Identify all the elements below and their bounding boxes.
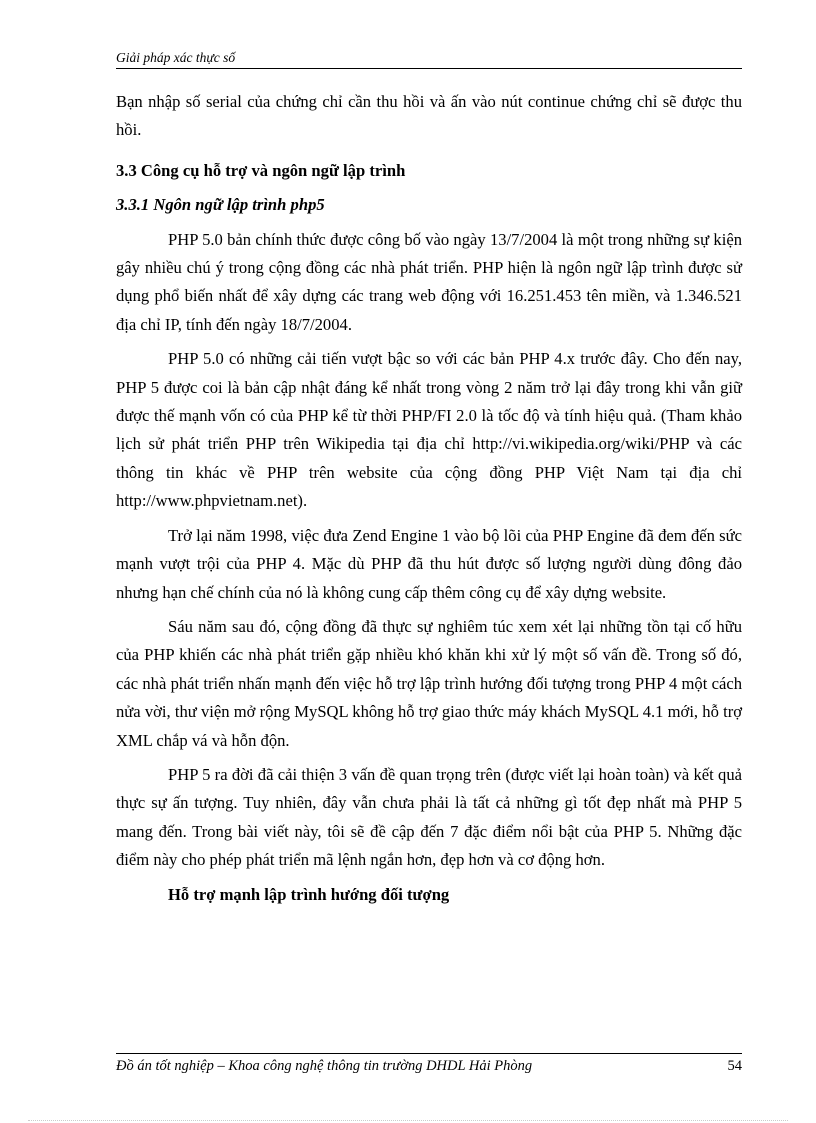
paragraph-4: Sáu năm sau đó, cộng đồng đã thực sự nghiêm túc xem xét lại những tồn tại cố hữu của PHP khiến các nhà phát triển gặp nhiều khó khăn khi xử lý một số vấn đề. Trong số đó, các nhà phát triển nhấn mạnh đến việc hỗ trợ lập trình hướng đối tượng trong PHP 4 một cách nửa vời, thư viện mở rộng MySQL không hỗ trợ giao thức máy khách MySQL 4.1 mới, hỗ trợ XML chắp vá và hỗn độn. <box>116 616 742 750</box>
paragraph-5: PHP 5 ra đời đã cải thiện 3 vấn đề quan trọng trên (được viết lại hoàn toàn) và kết quả thực sự ấn tượng. Tuy nhiên, đây vẫn chưa phải là tất cả những gì tốt đẹp nhất mà PHP 5 mang đến. Trong bài viết này, tôi sẽ đề cập đến 7 đặc điểm nổi bật của PHP 5. Những đặc điểm này cho phép phát triển mã lệnh ngắn hơn, đẹp hơn và cơ động hơn. <box>116 764 742 870</box>
running-header: Giải pháp xác thực số <box>116 50 236 65</box>
paragraph-1: PHP 5.0 bản chính thức được công bố vào ngày 13/7/2004 là một trong những sự kiện gây nhiều chú ý trong cộng đồng các nhà phát triển. PHP hiện là ngôn ngữ lập trình được sử dụng phổ biến nhất để xây dựng các trang web động với 16.251.453 tên miền, và 1.346.521 địa chỉ IP, tính đến ngày 18/7/2004. <box>116 229 742 334</box>
bold-heading: Hỗ trợ mạnh lập trình hướng đối tượng <box>168 884 450 904</box>
header-rule <box>116 68 742 69</box>
paragraph-2: PHP 5.0 có những cải tiến vượt bậc so với các bản PHP 4.x trước đây. Cho đến nay, PHP 5 được coi là bản cập nhật đáng kể nhất trong vòng 2 năm trở lại đây trong khi vẫn giữ được thế mạnh vốn có của PHP kể từ thời PHP/FI 2.0 là tốc độ và tính hiệu quả. (Tham khảo lịch sử phát triển PHP trên Wikipedia tại địa chỉ http://vi.wikipedia.org/wiki/PHP và các thông tin khác về PHP trên website của cộng đồng PHP Việt Nam tại địa chỉ http://www.phpvietnam.net). <box>116 349 742 511</box>
intro-paragraph: Bạn nhập số serial của chứng chỉ cần thu hồi và ấn vào nút continue chứng chỉ sẽ được thu hồi. <box>116 92 742 140</box>
page-number: 54 <box>727 1058 742 1074</box>
section-heading: 3.3 Công cụ hỗ trợ và ngôn ngữ lập trình <box>116 160 406 180</box>
paragraph-3: Trở lại năm 1998, việc đưa Zend Engine 1 vào bộ lõi của PHP Engine đã đem đến sức mạnh vượt trội của PHP 4. Mặc dù PHP đã thu hút được số lượng người dùng đông đảo nhưng hạn chế chính của nó là không cung cấp thêm công cụ để xây dựng website. <box>116 525 742 602</box>
page-bottom-border <box>28 1120 788 1121</box>
footer-rule <box>116 1053 742 1054</box>
subsection-heading: 3.3.1 Ngôn ngữ lập trình php5 <box>116 195 325 215</box>
body-content <box>116 88 742 909</box>
running-footer: Đồ án tốt nghiệp – Khoa công nghệ thông tin trường DHDL Hải Phòng <box>116 1058 533 1074</box>
